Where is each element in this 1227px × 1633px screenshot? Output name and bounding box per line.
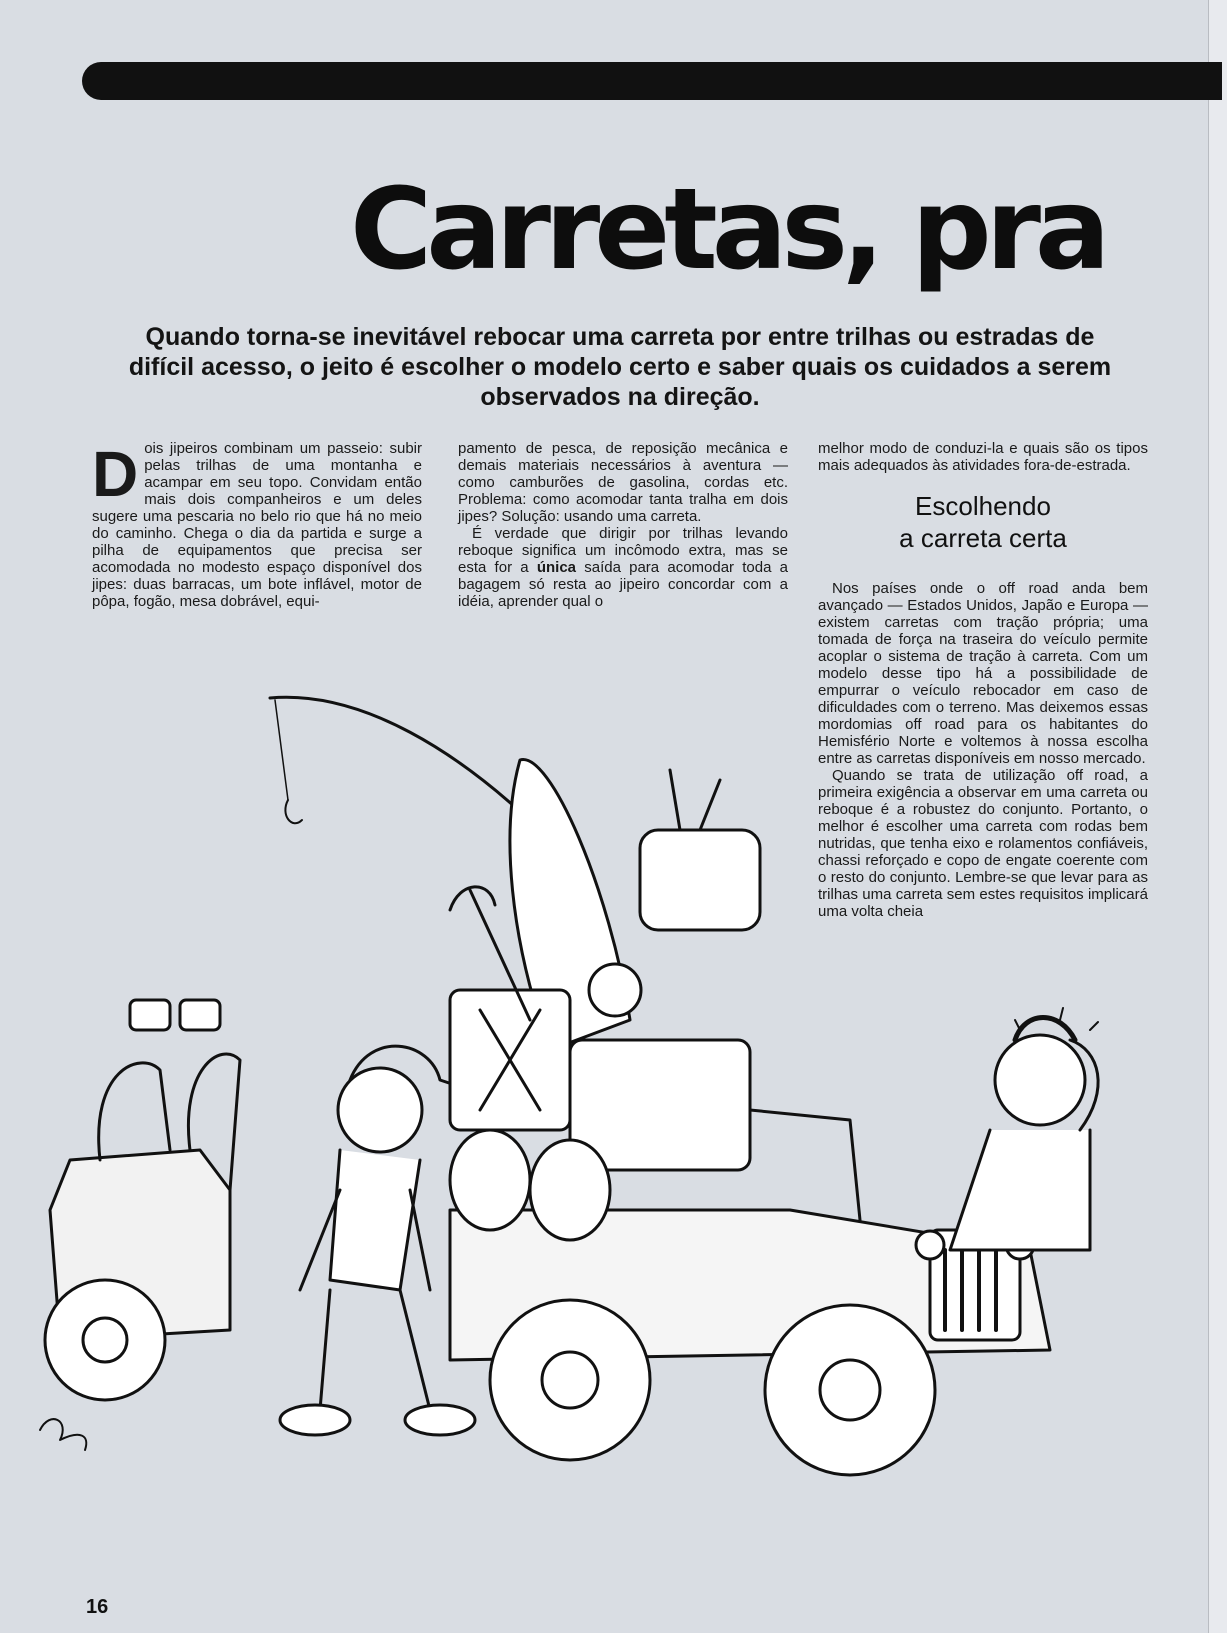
drop-cap: D <box>92 438 139 510</box>
emphasis-text: única <box>536 559 577 576</box>
column-1 <box>92 440 422 610</box>
paragraph: melhor modo de conduzi-la e quais são os tipos mais adequados às atividades fora-de-estrada. <box>818 440 1148 474</box>
worried-man-body <box>950 1130 1090 1250</box>
fishing-hook <box>285 800 302 823</box>
cargo-sleeping-bag <box>530 1140 610 1240</box>
worried-man-head <box>995 1035 1085 1125</box>
cargo-tv <box>640 830 760 930</box>
paragraph: Nos países onde o off road anda bem avançado — Estados Unidos, Japão e Europa — existem carretas com tração própria; uma tomada de força na traseira do veículo permite acoplar o sistema de tração à carreta. Com um modelo desse tipo há a possibilidade de empurrar o veículo rebocador em caso de dificuldades com o terreno. Mas deixemos essas mordomias off road para os habitantes do Hemisfério Norte e voltemos à nossa escolha entre as carretas disponíveis em nosso mercado. <box>818 580 1148 767</box>
paragraph: Quando se trata de utilização off road, a primeira exigência a observar em uma carreta ou reboque é a robustez do conjunto. Portanto, o melhor é escolher uma carreta com rodas bem nutridas, que tenha eixo e rolamentos confiáveis, chassi reforçado e copo de engate coerente com o resto do conjunto. Lembre-se que levar para as trilhas uma carreta sem estes requisitos implicará uma volta cheia <box>818 767 1148 920</box>
cartoon-illustration <box>30 690 1210 1570</box>
paragraph <box>458 525 788 610</box>
jeep-headlight-left <box>916 1231 944 1259</box>
cargo-sleeping-bag <box>450 1130 530 1230</box>
artist-signature <box>40 1419 86 1450</box>
page-edge <box>1208 0 1227 1633</box>
jeep-windshield <box>750 1110 860 1220</box>
subhead-line: a carreta certa <box>899 523 1067 553</box>
trailer-light-right <box>180 1000 220 1030</box>
paragraph: pamento de pesca, de reposição mecânica e demais materiais necessários à aventura — como camburões de gasolina, cordas etc. Problema: como acomodar tanta tralha em dois jipes? Solução: usando uma carreta. <box>458 440 788 525</box>
jeep-front-wheel <box>765 1305 935 1475</box>
paragraph-text: ois jipeiros combinam um passeio: subir pelas trilhas de uma montanha e acampar em seu topo. Convidam então mais dois companheiros e um deles sugere uma pescaria no belo rio que há no meio do caminho. Chega o dia da partida e surge a pilha de equipamentos que precisa ser acomodada no modesto espaço disponível dos jipes: duas barracas, um bote inflável, motor de pôpa, fogão, mesa dobrável, equi- <box>92 440 422 610</box>
trailer-light-left <box>130 1000 170 1030</box>
paragraph <box>92 440 422 610</box>
article-headline: Carretas, pra <box>350 165 1105 295</box>
fishing-rod <box>270 697 550 840</box>
subhead-line: Escolhendo <box>915 491 1051 521</box>
page-number: 16 <box>86 1596 109 1618</box>
column-2 <box>458 440 788 610</box>
character-body <box>330 1150 420 1290</box>
top-rule-bar <box>82 62 1222 100</box>
article-deck: Quando torna-se inevitável rebocar uma carreta por entre trilhas ou estradas de difícil acesso, o jeito é escolher o modelo certo e saber quais os cuidados a serem observados na direção. <box>128 323 1112 411</box>
section-subhead <box>818 490 1148 554</box>
character-shoe-left <box>280 1405 350 1435</box>
cargo-bucket <box>570 1040 750 1170</box>
jeep-rear-wheel <box>490 1300 650 1460</box>
character-shoe-right <box>405 1405 475 1435</box>
paragraph-text: É verdade que dirigir por trilhas levando reboque significa um incômodo extra, mas se esta for a <box>458 525 788 576</box>
paragraph-text: saída para acomodar toda a bagagem só resta ao jipeiro concordar com a idéia, aprender qual o <box>458 559 789 610</box>
character-legs <box>320 1290 430 1410</box>
fishing-line <box>275 700 288 800</box>
tv-antenna <box>670 770 720 830</box>
trailer-wheel <box>45 1280 165 1400</box>
teddy-bear <box>589 964 641 1016</box>
